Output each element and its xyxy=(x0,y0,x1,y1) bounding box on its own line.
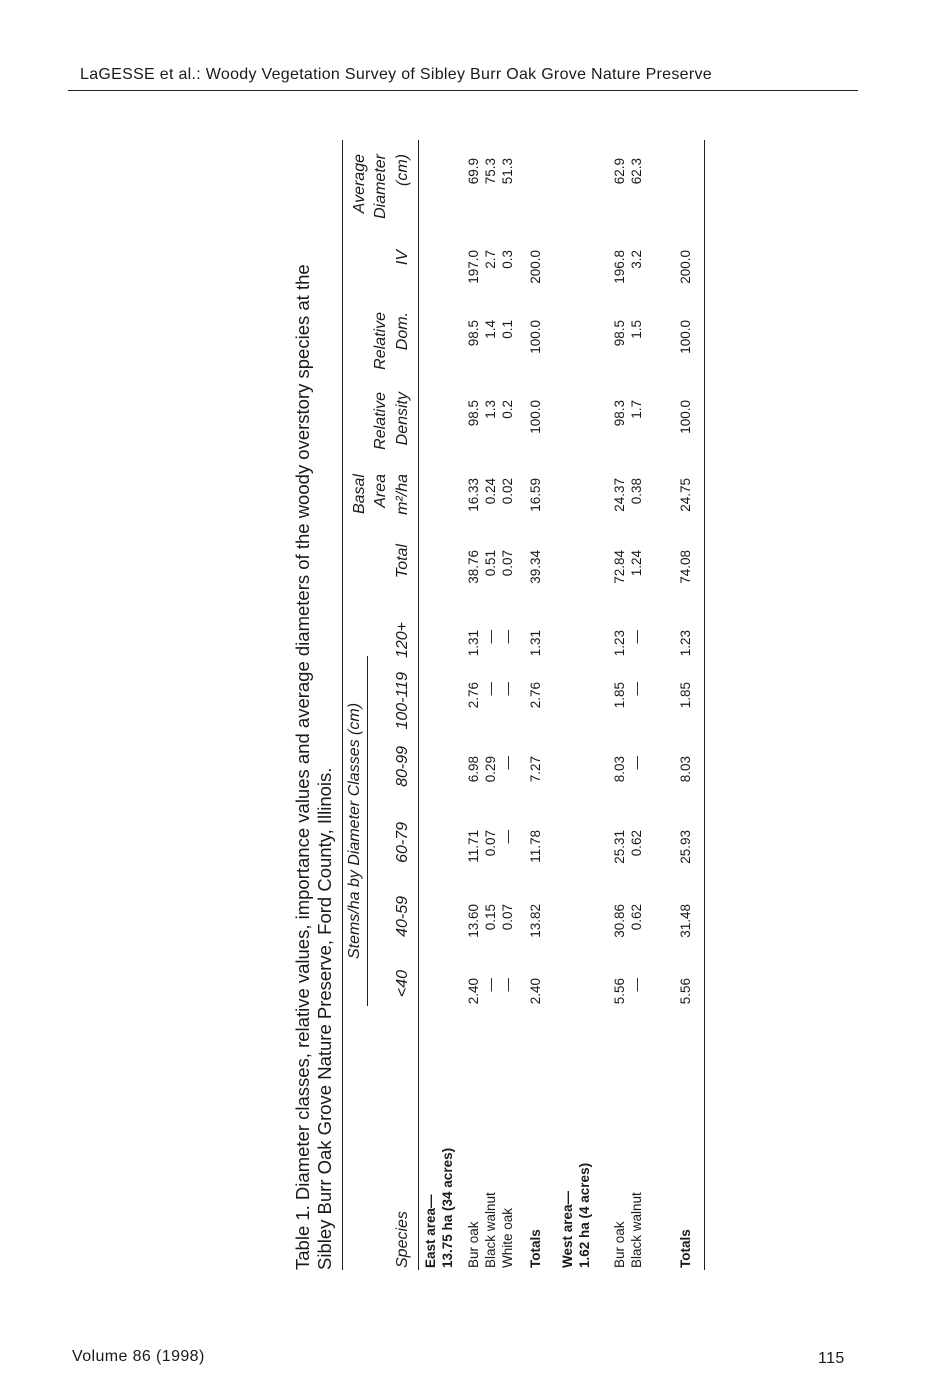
cell-80-99: 0.29 xyxy=(483,756,498,783)
table-caption-line-2: Sibley Burr Oak Grove Nature Preserve, Ford County, Illinois. xyxy=(314,767,335,1270)
cell-rel-density: 98.5 xyxy=(466,400,481,427)
section-subtitle-east: 13.75 ha (34 acres) xyxy=(440,1147,455,1268)
total-basal-area: 16.59 xyxy=(528,478,543,512)
cell-total: 0.51 xyxy=(483,550,498,577)
species-name: Black walnut xyxy=(483,1192,498,1268)
cell-rel-dom: 1.5 xyxy=(629,320,644,339)
cell-total: 0.07 xyxy=(500,550,515,577)
table-bottom-rule xyxy=(704,140,705,1270)
cell-iv: 0.3 xyxy=(500,250,515,269)
section-title-east: East area— xyxy=(423,1194,438,1268)
cell-avg-diameter: 69.9 xyxy=(466,158,481,185)
cell-lt40: 5.56 xyxy=(612,978,627,1005)
cell-100-119: — xyxy=(500,682,515,696)
species-name: White oak xyxy=(500,1207,515,1268)
total-total: 74.08 xyxy=(678,550,693,584)
cell-60-79: 0.62 xyxy=(629,830,644,857)
section-title-west: West area— xyxy=(560,1190,575,1268)
header-avg-3: (cm) xyxy=(394,154,411,186)
cell-60-79: 11.71 xyxy=(466,830,481,863)
header-species: Species xyxy=(394,1211,411,1268)
header-basal-3: m²/ha xyxy=(394,474,411,515)
header-rel-dom-2: Dom. xyxy=(394,312,411,351)
total-120-plus: 1.23 xyxy=(678,630,693,657)
species-name: Bur oak xyxy=(612,1221,627,1268)
table-top-rule xyxy=(342,140,343,1270)
cell-avg-diameter: 75.3 xyxy=(483,158,498,185)
header-rel-dom-1: Relative xyxy=(372,312,389,370)
total-40-59: 31.48 xyxy=(678,904,693,938)
cell-40-59: 0.07 xyxy=(500,904,515,931)
header-basal-1: Basal xyxy=(351,474,368,515)
cell-rel-dom: 98.5 xyxy=(466,320,481,347)
group-header-underline xyxy=(367,656,368,1006)
page-number: 115 xyxy=(818,1350,845,1367)
cell-iv: 197.0 xyxy=(466,250,481,284)
cell-rel-density: 0.2 xyxy=(500,400,515,419)
total-rel-dom: 100.0 xyxy=(528,320,543,354)
header-40-59: 40-59 xyxy=(394,896,411,937)
cell-80-99: 6.98 xyxy=(466,756,481,783)
cell-avg-diameter: 62.3 xyxy=(629,158,644,185)
cell-total: 72.84 xyxy=(612,550,627,584)
total-60-79: 11.78 xyxy=(528,830,543,863)
total-rel-density: 100.0 xyxy=(678,400,693,434)
cell-basal-area: 0.24 xyxy=(483,478,498,505)
cell-120-plus: 1.23 xyxy=(612,630,627,657)
cell-iv: 3.2 xyxy=(629,250,644,269)
total-100-119: 1.85 xyxy=(678,682,693,709)
cell-rel-density: 98.3 xyxy=(612,400,627,427)
total-total: 39.34 xyxy=(528,550,543,584)
footer-volume: Volume 86 (1998) xyxy=(72,1348,205,1365)
header-total: Total xyxy=(394,544,411,579)
header-iv: IV xyxy=(394,250,411,266)
diameter-classes-group-header: Stems/ha by Diameter Classes (cm) xyxy=(346,702,363,960)
total-rel-density: 100.0 xyxy=(528,400,543,434)
cell-120-plus: — xyxy=(500,630,515,644)
header-100-119: 100-119 xyxy=(394,672,411,730)
header-60-79: 60-79 xyxy=(394,822,411,863)
cell-80-99: 8.03 xyxy=(612,756,627,783)
cell-iv: 196.8 xyxy=(612,250,627,284)
cell-total: 1.24 xyxy=(629,550,644,577)
table-rotated-panel xyxy=(290,130,730,1290)
cell-avg-diameter: 62.9 xyxy=(612,158,627,185)
header-basal-2: Area xyxy=(372,474,389,508)
cell-basal-area: 24.37 xyxy=(612,478,627,512)
totals-label: Totals xyxy=(678,1229,693,1268)
cell-40-59: 0.15 xyxy=(483,904,498,931)
total-100-119: 2.76 xyxy=(528,682,543,709)
total-iv: 200.0 xyxy=(528,250,543,284)
cell-60-79: — xyxy=(500,830,515,844)
header-80-99: 80-99 xyxy=(394,746,411,787)
header-avg-1: Average xyxy=(351,154,368,214)
table-caption-line-1: Table 1. Diameter classes, relative values, importance values and average diameters of the woody overstory species at the xyxy=(292,264,313,1270)
header-rel-density-1: Relative xyxy=(372,392,389,450)
total-60-79: 25.93 xyxy=(678,830,693,864)
total-120-plus: 1.31 xyxy=(528,630,543,657)
header-avg-2: Diameter xyxy=(372,154,389,219)
section-subtitle-west: 1.62 ha (4 acres) xyxy=(577,1162,592,1268)
total-80-99: 8.03 xyxy=(678,756,693,783)
cell-lt40: 2.40 xyxy=(466,978,481,1005)
cell-rel-density: 1.7 xyxy=(629,400,644,419)
cell-60-79: 0.07 xyxy=(483,830,498,857)
cell-lt40: — xyxy=(500,978,515,992)
cell-iv: 2.7 xyxy=(483,250,498,269)
cell-120-plus: — xyxy=(629,630,644,644)
cell-basal-area: 0.02 xyxy=(500,478,515,505)
total-basal-area: 24.75 xyxy=(678,478,693,512)
cell-40-59: 30.86 xyxy=(612,904,627,938)
total-iv: 200.0 xyxy=(678,250,693,284)
table-header-rule xyxy=(418,140,419,1270)
cell-basal-area: 16.33 xyxy=(466,478,481,512)
total-rel-dom: 100.0 xyxy=(678,320,693,354)
cell-120-plus: — xyxy=(483,630,498,644)
total-40-59: 13.82 xyxy=(528,904,543,938)
total-lt40: 2.40 xyxy=(528,978,543,1005)
total-80-99: 7.27 xyxy=(528,756,543,783)
header-lt40: <40 xyxy=(394,970,411,998)
cell-100-119: — xyxy=(629,682,644,696)
cell-100-119: 1.85 xyxy=(612,682,627,709)
cell-lt40: — xyxy=(483,978,498,992)
cell-avg-diameter: 51.3 xyxy=(500,158,515,185)
cell-rel-dom: 0.1 xyxy=(500,320,515,339)
cell-total: 38.76 xyxy=(466,550,481,584)
species-name: Black walnut xyxy=(629,1192,644,1268)
running-head: LaGESSE et al.: Woody Vegetation Survey of Sibley Burr Oak Grove Nature Preserve xyxy=(80,66,712,83)
cell-40-59: 13.60 xyxy=(466,904,481,938)
header-rule xyxy=(68,90,858,91)
cell-120-plus: 1.31 xyxy=(466,630,481,657)
total-lt40: 5.56 xyxy=(678,978,693,1005)
cell-lt40: — xyxy=(629,978,644,992)
cell-rel-density: 1.3 xyxy=(483,400,498,419)
header-120-plus: 120+ xyxy=(394,622,411,659)
header-rel-density-2: Density xyxy=(394,392,411,446)
cell-rel-dom: 1.4 xyxy=(483,320,498,339)
cell-100-119: — xyxy=(483,682,498,696)
cell-80-99: — xyxy=(629,756,644,770)
cell-80-99: — xyxy=(500,756,515,770)
cell-60-79: 25.31 xyxy=(612,830,627,864)
species-name: Bur oak xyxy=(466,1221,481,1268)
cell-rel-dom: 98.5 xyxy=(612,320,627,347)
cell-100-119: 2.76 xyxy=(466,682,481,709)
cell-basal-area: 0.38 xyxy=(629,478,644,505)
cell-40-59: 0.62 xyxy=(629,904,644,931)
totals-label: Totals xyxy=(528,1229,543,1268)
